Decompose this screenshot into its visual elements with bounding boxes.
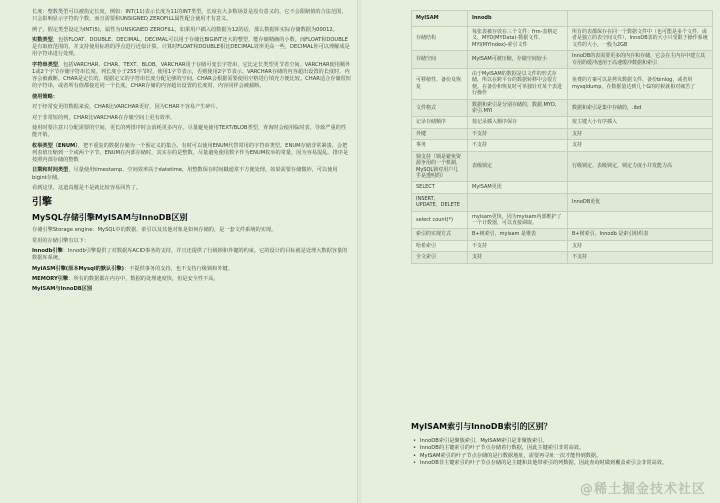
table-row	[412, 128, 713, 139]
left-page	[0, 0, 358, 503]
table-cell: 全文索引	[412, 252, 468, 263]
table-cell: 数据和索引是集中存储的，.ibd	[568, 99, 713, 117]
table-cell: 索引的实现方式	[412, 229, 468, 240]
paragraph	[32, 94, 351, 101]
paragraph	[32, 143, 351, 165]
paragraph-text: 对于经常变更的数据来说，CHAR比VARCHAR更好，因为CHAR不容易产生碎片。	[32, 104, 222, 111]
table-cell: InnoDB的表需要更多的内存和存储，它会在主内存中建立其专用的缓冲池用于高速缓冲数据和索引	[568, 51, 713, 69]
table-cell: 每张表被存放在三个文件：frm-表格定义、MYD(MYData)-数据文件、MYI(MYIndex)-索引文件	[468, 27, 568, 51]
table-row	[412, 27, 713, 51]
table-cell: 可移植性、备份及恢复	[412, 69, 468, 100]
table-cell: 行级锁定、表级锁定，锁定力度小并发能力高	[568, 151, 713, 182]
paragraph	[32, 37, 351, 59]
paragraph-text: 长度：整数类型可以被指定长度，例如：INT(11)表示长度为11的INT类型。长度在大多数场景是没有意义的，它不会限制值的合法范围，只会影响显示字符的个数，而且需要和UNSIGNED ZEROFILL属性配合使用才有意义。	[32, 9, 347, 23]
comparison-table	[411, 10, 713, 264]
table-row	[412, 69, 713, 100]
table-cell: 按主键大小有序插入	[568, 117, 713, 128]
paragraph-text: ，包括FLOAT、DOUBLE、DECIMAL。DECIMAL可以用于存储比BIGINT还大的整型，能存储精确的小数。而FLOAT和DOUBLE是有取值范围的，并支持使用标准的浮点进行近似计算。计算时FLOAT和DOUBLE相比DECIMAL效率更高一些，DECIMAL你可以理解成是用字符串进行处理。	[32, 36, 350, 58]
subsection-heading: MySQL存储引擎MyISAM与InnoDB区别	[32, 213, 188, 223]
table-cell: 不支持	[468, 140, 568, 151]
paragraph	[32, 125, 351, 139]
table-row	[412, 99, 713, 117]
paragraph-keyword: Innodb引擎	[32, 247, 63, 254]
table-cell: 不支持	[468, 128, 568, 139]
table-cell: select count(*)	[412, 211, 468, 229]
table-row	[412, 140, 713, 151]
paragraph	[32, 104, 351, 111]
paragraph	[32, 62, 351, 91]
table-cell	[568, 211, 713, 229]
table-cell: SELECT	[412, 182, 468, 193]
paragraph-keyword: 实数类型	[32, 36, 53, 43]
table-cell: 支持	[568, 128, 713, 139]
table-cell: 事务	[412, 140, 468, 151]
table-cell: MyISAM更优	[468, 182, 568, 193]
list-item: • InnoDB的主键索引的叶子节点存储着行数据，因此主键索引非常高效。	[411, 445, 713, 452]
paragraph-keyword: 日期和时间类型	[32, 167, 69, 174]
paragraph-keyword: 使用策略：	[32, 93, 58, 100]
table-cell: 按记录插入顺序保存	[468, 117, 568, 128]
section-heading: 引擎	[32, 197, 52, 209]
paragraph-text: ：不提供事务的支持，也不支持行级锁和外键。	[123, 265, 233, 272]
paragraph	[32, 167, 351, 181]
paragraph	[32, 276, 351, 283]
paragraph-text: 存储引擎Storage engine：MySQL中的数据、索引以及其他对象是如何存储的，是一套文件系统的实现。	[32, 227, 277, 234]
paragraph-text: ：Innodb引擎提供了对数据库ACID事务的支持。并且还提供了行级锁和外键的约束。它的设计的目标就是处理大数据容量的数据库系统。	[32, 247, 348, 262]
paragraph-keyword: MEMORY引擎	[32, 275, 69, 282]
table-row	[412, 117, 713, 128]
left-content	[0, 9, 357, 297]
table-cell: 存储空间	[412, 51, 468, 69]
index-diff-list	[411, 438, 713, 467]
paragraph-text: 例子，假定类型设定为INT(5)，属性为UNSIGNED ZEROFILL，如果用户插入的数据为12的话，那么数据库实际存储数据为00012。	[32, 26, 338, 33]
paragraph	[32, 266, 351, 273]
paragraph-keyword: 枚举类型（ENUM）	[32, 142, 78, 149]
table-cell: 文件格式	[412, 99, 468, 117]
table-row	[412, 193, 713, 211]
table-cell	[468, 193, 568, 211]
paragraph	[32, 185, 351, 192]
table-cell: 表级锁定	[468, 151, 568, 182]
paragraph-text: ，尽量使用timestamp，空间效率高于datetime，用整数保存时间戳通常不方便处理。如果需要存储微妙，可以使用bigint存储。	[32, 167, 338, 181]
table-cell: 支持	[568, 140, 713, 151]
right-page	[362, 0, 720, 503]
table-cell: 免费的方案可以是拷贝数据文件、备份binlog，或者用mysqldump，在数据量达到几十G的时候就相对痛苦了	[568, 69, 713, 100]
paragraph-keyword: 字符串类型	[32, 61, 58, 68]
list-item: • MyISAM索引的叶子节点存储的是行数据地址，需要再寻址一次才能得到数据。	[411, 453, 713, 460]
table-cell: 记录存储顺序	[412, 117, 468, 128]
paragraph-keyword: MyISAM与InnoDB区别	[32, 286, 93, 293]
table-row	[412, 151, 713, 182]
table-cell: InnoDB更优	[568, 193, 713, 211]
table-row	[412, 182, 713, 193]
header-cell: Innodb	[468, 11, 568, 27]
table-cell: INSERT、UPDATE、DELETE	[412, 193, 468, 211]
table-cell: B+树索引，Innodb 是索引组织表	[568, 229, 713, 240]
paragraph-text: 使用时要注意只分配需要的空间，更长的列排序时会消耗更多内存。尽量避免使用TEXT/BLOB类型，查询时会使用临时表，导致严重的性能开销。	[32, 124, 347, 139]
table-cell: 不支持	[568, 252, 713, 263]
table-row	[412, 51, 713, 69]
table-cell: MyISAM可被压缩，存储空间较小	[468, 51, 568, 69]
table-cell: 支持	[568, 240, 713, 251]
paragraph	[32, 248, 351, 262]
list-item: • InnoDB索引是聚簇索引，MyISAM索引是非聚簇索引。	[411, 438, 713, 445]
table-cell: 不支持	[468, 240, 568, 251]
table-cell: 由于MyISAM的数据是以文件的形式存储，所以在跨平台的数据转移中会很方便。在备份和恢复时可单独针对某个表进行操作	[468, 69, 568, 100]
header-cell	[568, 11, 713, 27]
list-item: • InnoDB非主键索引的叶子节点存储的是主键和其他带索引的列数据，因此查询时做到覆盖索引会非常高效。	[411, 460, 713, 467]
header-cell: MyISAM	[412, 11, 468, 27]
table-cell: 外键	[412, 128, 468, 139]
table-cell: 存储结构	[412, 27, 468, 51]
table-row	[412, 229, 713, 240]
paragraph	[32, 238, 351, 245]
paragraph	[32, 227, 351, 234]
table-cell: myisam更快，因为myisam内部维护了一个计数器，可以直接调取。	[468, 211, 568, 229]
table-cell: 哈希索引	[412, 240, 468, 251]
paragraph	[32, 27, 351, 34]
paragraph-keyword: MyIASM引擎(原本Mysql的默认引擎)	[32, 265, 124, 272]
table-header-row	[412, 11, 713, 27]
paragraph	[32, 9, 351, 23]
table-row	[412, 252, 713, 263]
intro-paragraphs	[32, 9, 351, 192]
paragraph-text: ，把不重复的数据存储为一个预定义的集合。有时可以使用ENUM代替常用的字符串类型。ENUM存储非常紧凑，会把列表值压缩到一个或两个字节。ENUM在内部存储时，其实存的是整数。尽量避免使用数字作为ENUM枚举的常量，因为容易混乱。排序是按照内部存储的整数	[32, 142, 349, 163]
paragraph-text: 常用的存储引擎有以下：	[32, 237, 90, 244]
table-row	[412, 240, 713, 251]
index-diff-heading: MyISAM索引与InnoDB索引的区别？	[411, 422, 552, 431]
paragraph	[32, 115, 351, 122]
table-cell: 所有的表都保存在同一个数据文件中（也可能是多个文件，或者是独立的表空间文件），InnoDB表的大小只受限于操作系统文件的大小，一般为2GB	[568, 27, 713, 51]
paragraph-text: 对于非常短的列，CHAR比VARCHAR在存储空间上更有效率。	[32, 114, 176, 121]
table-cell: 支持	[468, 252, 568, 263]
engine-paragraphs	[32, 227, 351, 293]
table-cell: 数据和索引是分别存储的，数据.MYD，索引.MYI	[468, 99, 568, 117]
table-row	[412, 211, 713, 229]
paragraph	[32, 286, 351, 293]
paragraph-text: 看到这里，这道真题是不是就比较容易回答了。	[32, 184, 141, 191]
table-cell	[568, 182, 713, 193]
paragraph-text: ：所有的数据都在内存中，数据的处理速度快，但是安全性不高。	[68, 275, 219, 282]
watermark: @稀土掘金技术社区	[579, 482, 706, 497]
table-cell: 锁支持（锁是避免资源争用的一个机制，MySQL锁对用户几乎是透明的）	[412, 151, 468, 182]
table-cell: B+树索引，myisam 是堆表	[468, 229, 568, 240]
paragraph-text: ，包括VARCHAR、CHAR、TEXT、BLOB。VARCHAR用于存储可变长字符串，它比定长类型更节省空间。VARCHAR使用额外1或2个字节存储字符串长度。列长度小于255字节时，使用1字节表示，否则使用2字节表示。VARCHAR存储的内容超出设置的长度时，内容会被截断。CHAR是定长的，根据定义的字符串长度分配足够的空间。CHAR会根据需要使用空格进行填充方便比较。CHAR适合存储很短的字符串，或者所有值都接近同一个长度。CHAR存储的内容超出设置的长度时，内容同样会被截断。	[32, 61, 351, 90]
